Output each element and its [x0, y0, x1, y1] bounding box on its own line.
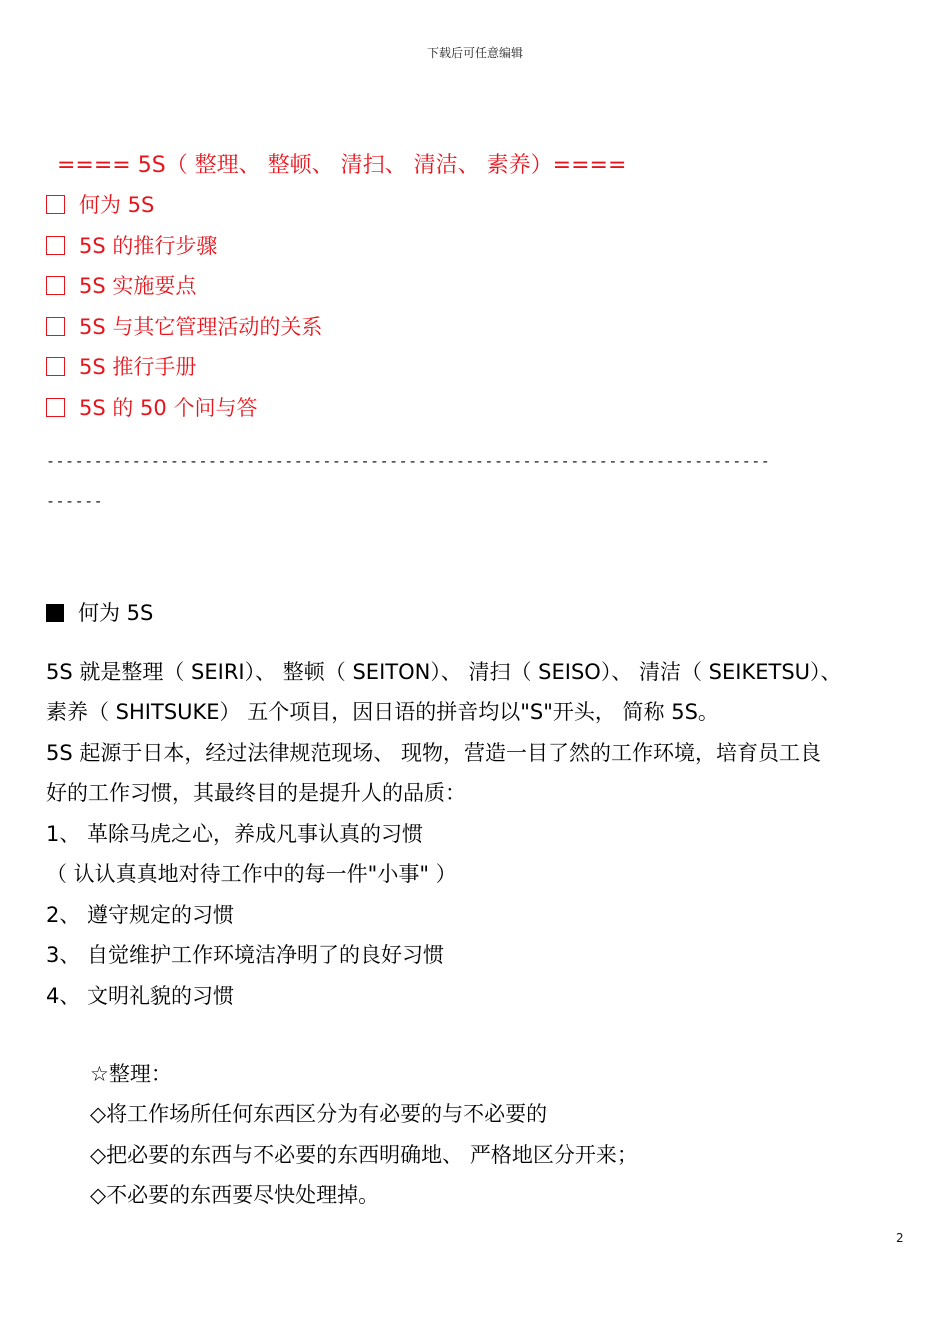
- page-header: 下载后可任意编辑: [426, 46, 523, 60]
- body-text: （ 认认真真地对待工作中的每一件"小事" ）: [46, 862, 457, 886]
- toc-title: ==== 5S（ 整理、 整顿、 清扫、 清洁、 素养）====: [57, 153, 627, 178]
- subsection-title: ☆整理：: [90, 1062, 172, 1086]
- body-text: 4、 文明礼貌的习惯: [46, 984, 235, 1008]
- checkbox-icon: [46, 357, 65, 376]
- separator-line: ------: [46, 492, 104, 510]
- body-text: 3、 自觉维护工作环境洁净明了的良好习惯: [46, 943, 445, 967]
- page-number: 2: [896, 1231, 904, 1245]
- checkbox-icon: [46, 398, 65, 417]
- body-text: 5S 就是整理（ SEIRI）、 整顿（ SEITON）、 清扫（ SEISO）、 清洁（ SEIKETSU）、: [46, 660, 842, 684]
- toc-item[interactable]: 5S 实施要点: [46, 270, 196, 300]
- bullet-item: ◇不必要的东西要尽快处理掉。: [90, 1183, 380, 1207]
- black-square-icon: [46, 604, 64, 622]
- checkbox-icon: [46, 195, 65, 214]
- body-text: 2、 遵守规定的习惯: [46, 903, 235, 927]
- toc-item[interactable]: 何为 5S: [46, 189, 154, 219]
- body-text: 5S 起源于日本，经过法律规范现场、 现物，营造一目了然的工作环境，培育员工良: [46, 741, 822, 765]
- bullet-item: ◇把必要的东西与不必要的东西明确地、 严格地区分开来；: [90, 1143, 638, 1167]
- separator-line: ----------------------------------------------------------------------------: [46, 452, 771, 470]
- toc-item[interactable]: 5S 与其它管理活动的关系: [46, 311, 322, 341]
- checkbox-icon: [46, 276, 65, 295]
- toc-item[interactable]: 5S 的 50 个问与答: [46, 392, 257, 422]
- checkbox-icon: [46, 236, 65, 255]
- bullet-item: ◇将工作场所任何东西区分为有必要的与不必要的: [90, 1102, 548, 1126]
- body-text: 素养（ SHITSUKE） 五个项目，因日语的拼音均以"S"开头， 简称 5S。: [46, 700, 719, 724]
- checkbox-icon: [46, 317, 65, 336]
- body-text: 好的工作习惯，其最终目的是提升人的品质：: [46, 781, 466, 805]
- toc-item[interactable]: 5S 推行手册: [46, 351, 196, 381]
- toc-item[interactable]: 5S 的推行步骤: [46, 230, 217, 260]
- body-text: 1、 革除马虎之心，养成凡事认真的习惯: [46, 822, 424, 846]
- section-heading: 何为 5S: [46, 597, 153, 627]
